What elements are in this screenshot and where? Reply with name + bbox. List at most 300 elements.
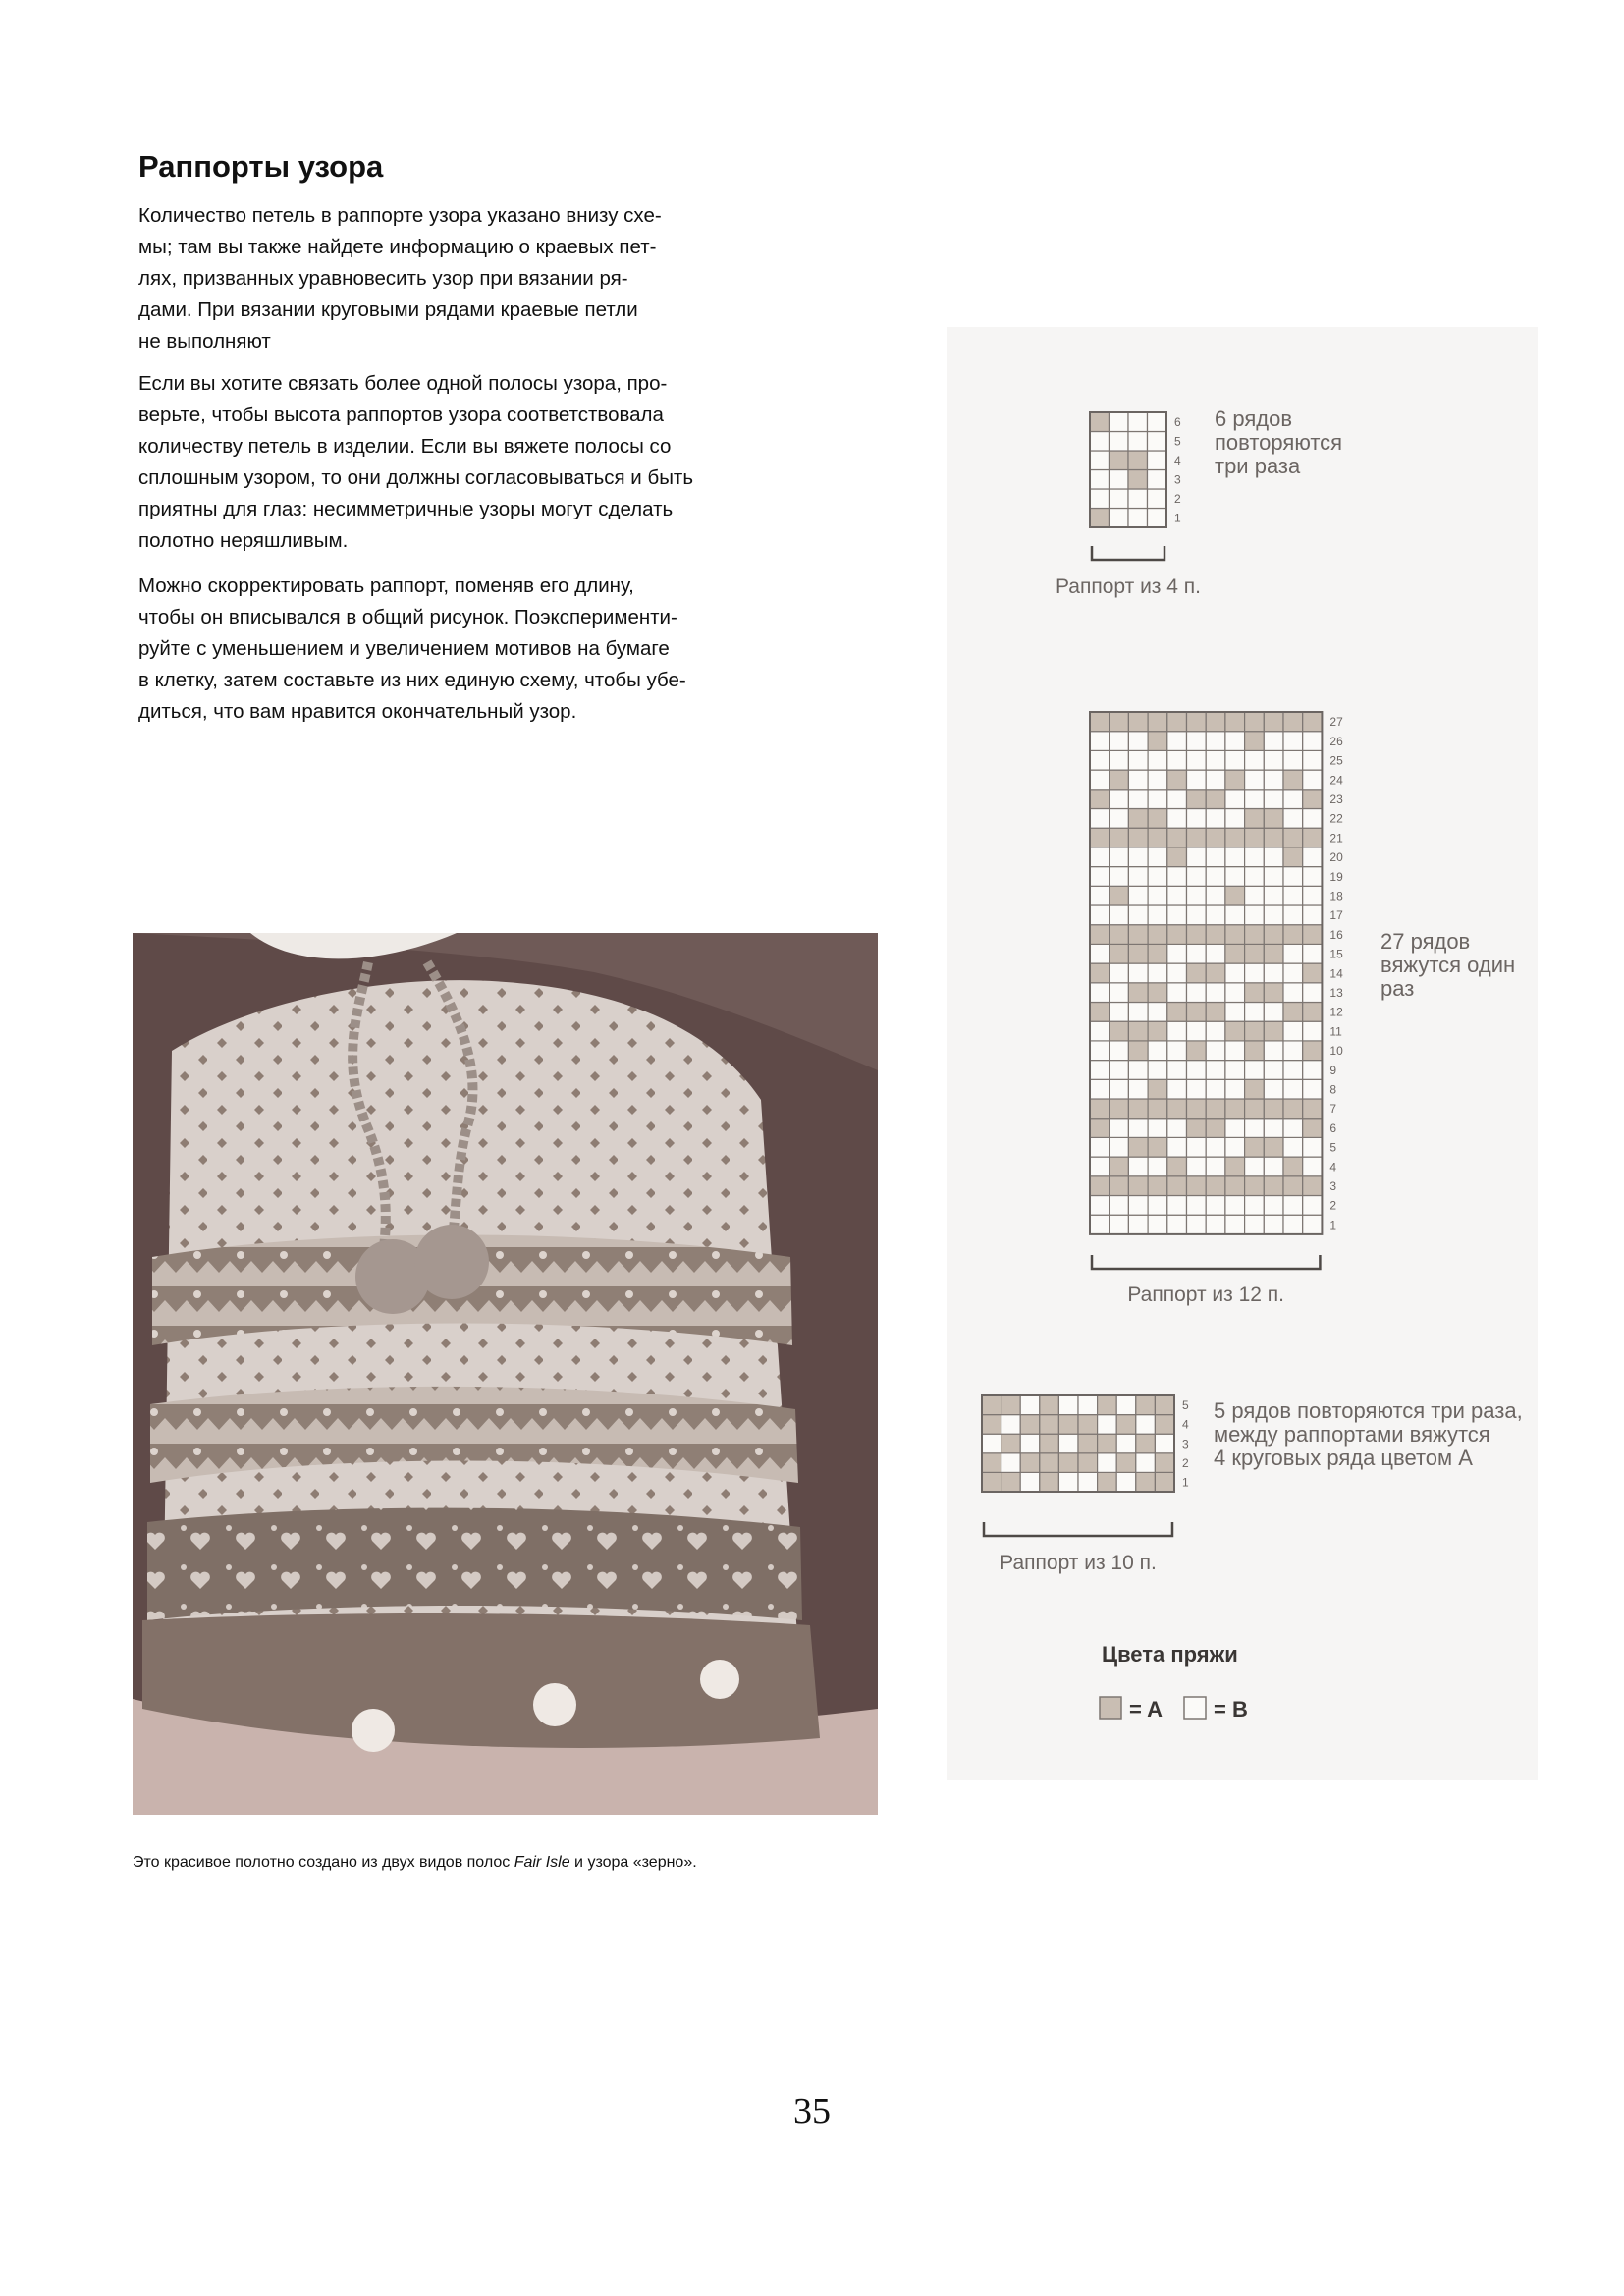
chart2-cell <box>1128 944 1148 963</box>
chart2-cell <box>1090 847 1110 867</box>
chart2-cell <box>1225 944 1245 963</box>
chart2-cell <box>1090 1196 1110 1216</box>
text-line: дами. При вязании круговыми рядами краевые петли <box>138 299 638 321</box>
text-line: приятны для глаз: несимметричные узоры могут сделать <box>138 498 674 520</box>
chart2-cell <box>1245 925 1265 945</box>
chart2-cell <box>1245 828 1265 847</box>
chart3-cell <box>1155 1395 1174 1415</box>
chart2-cell <box>1283 944 1303 963</box>
chart2-cell <box>1264 1041 1283 1061</box>
chart1-cell <box>1128 412 1148 432</box>
chart2-cell <box>1148 770 1167 790</box>
chart2-row-label: 16 <box>1329 927 1343 942</box>
chart3-row-label: 2 <box>1182 1455 1189 1470</box>
chart2-cell <box>1187 1176 1207 1196</box>
chart1-row-label: 1 <box>1174 511 1181 525</box>
chart2-cell <box>1128 1157 1148 1176</box>
chart2-cell <box>1128 1176 1148 1196</box>
chart2-cell <box>1206 886 1225 905</box>
chart2-cell <box>1110 732 1129 751</box>
chart3-cell <box>1155 1415 1174 1435</box>
chart2-cell <box>1206 963 1225 983</box>
chart2-row-label: 17 <box>1329 908 1343 923</box>
chart2-cell <box>1264 750 1283 770</box>
chart2-cell <box>1187 905 1207 925</box>
chart2-cell <box>1225 886 1245 905</box>
chart2-cell <box>1110 867 1129 887</box>
chart1-repeat-label: Раппорт из 4 п. <box>1056 575 1201 598</box>
chart2-cell <box>1303 905 1323 925</box>
chart2-cell <box>1264 944 1283 963</box>
chart2-cell <box>1245 944 1265 963</box>
chart3-cell <box>1116 1453 1136 1473</box>
chart2-cell <box>1303 770 1323 790</box>
chart2-cell <box>1264 1119 1283 1138</box>
chart2-cell <box>1245 963 1265 983</box>
chart3-cell <box>1020 1415 1040 1435</box>
chart2-cell <box>1206 770 1225 790</box>
chart1-repeat-bracket <box>1092 546 1164 560</box>
chart2-cell <box>1148 963 1167 983</box>
chart2-cell <box>1264 1003 1283 1022</box>
chart2-row-label: 19 <box>1329 869 1343 884</box>
chart2-cell <box>1110 1157 1129 1176</box>
chart2-cell <box>1148 1119 1167 1138</box>
chart2-cell <box>1128 1003 1148 1022</box>
chart2-cell <box>1167 1099 1187 1119</box>
chart2-cell <box>1167 1215 1187 1234</box>
chart2-row-label: 2 <box>1329 1198 1337 1213</box>
chart2-cell <box>1090 963 1110 983</box>
chart2-cell <box>1090 750 1110 770</box>
chart3-repeat-label: Раппорт из 10 п. <box>1000 1552 1157 1574</box>
chart2-cell <box>1206 1196 1225 1216</box>
chart2-cell <box>1206 1137 1225 1157</box>
chart2-row-label: 6 <box>1329 1121 1337 1135</box>
chart1-cell <box>1148 432 1167 452</box>
chart2-cell <box>1128 1119 1148 1138</box>
chart2-cell <box>1283 1215 1303 1234</box>
chart2-cell <box>1245 1157 1265 1176</box>
chart2-cell <box>1090 1003 1110 1022</box>
chart2-cell <box>1167 1137 1187 1157</box>
chart2-cell <box>1283 847 1303 867</box>
chart2-cell <box>1245 712 1265 732</box>
chart3-cell <box>1098 1415 1117 1435</box>
chart2-cell <box>1206 925 1225 945</box>
chart3-note: 4 круговых ряда цветом А <box>1214 1446 1473 1470</box>
chart1-cell <box>1148 489 1167 509</box>
chart2-repeat-label: Раппорт из 12 п. <box>1127 1284 1285 1306</box>
chart2-cell <box>1225 770 1245 790</box>
chart2-cell <box>1264 1215 1283 1234</box>
chart2-cell <box>1148 867 1167 887</box>
chart3-cell <box>982 1395 1001 1415</box>
chart2-cell <box>1128 732 1148 751</box>
chart2-cell <box>1128 712 1148 732</box>
chart2-cell <box>1245 1079 1265 1099</box>
chart3-cell <box>982 1415 1001 1435</box>
chart2-cell <box>1148 1137 1167 1157</box>
chart2-cell <box>1110 847 1129 867</box>
chart1-cell <box>1090 509 1110 528</box>
chart2-cell <box>1264 1196 1283 1216</box>
chart2-cell <box>1264 770 1283 790</box>
chart2-row-label: 10 <box>1329 1044 1343 1059</box>
chart3-cell <box>1020 1472 1040 1492</box>
chart2-cell <box>1090 828 1110 847</box>
chart2-cell <box>1110 983 1129 1003</box>
chart2-cell <box>1128 1137 1148 1157</box>
chart2-cell <box>1110 1061 1129 1080</box>
chart2-cell <box>1283 1176 1303 1196</box>
chart2-cell <box>1264 867 1283 887</box>
chart2-cell <box>1167 770 1187 790</box>
chart2-cell <box>1225 963 1245 983</box>
chart3-cell <box>1058 1395 1078 1415</box>
chart3-cell <box>1136 1472 1156 1492</box>
chart2-cell <box>1187 1003 1207 1022</box>
chart2-cell <box>1110 944 1129 963</box>
text-line: количеству петель в изделии. Если вы вяжете полосы со <box>138 435 672 458</box>
chart2-row-label: 13 <box>1329 985 1343 1000</box>
chart2-cell <box>1283 867 1303 887</box>
chart3-row-label: 4 <box>1182 1417 1189 1432</box>
chart1-cell <box>1090 470 1110 490</box>
chart2-cell <box>1187 712 1207 732</box>
chart2-cell <box>1206 712 1225 732</box>
chart2-row-label: 5 <box>1329 1140 1337 1155</box>
chart2-cell <box>1283 1061 1303 1080</box>
chart2-cell <box>1283 790 1303 809</box>
chart2-cell <box>1206 1079 1225 1099</box>
chart2-cell <box>1225 1157 1245 1176</box>
chart1-cell <box>1090 451 1110 470</box>
chart2-cell <box>1110 712 1129 732</box>
chart1-cell <box>1110 451 1129 470</box>
chart2-cell <box>1090 905 1110 925</box>
chart2-cell <box>1303 963 1323 983</box>
chart3-cell <box>1116 1415 1136 1435</box>
chart2-cell <box>1225 1119 1245 1138</box>
chart2-cell <box>1206 1041 1225 1061</box>
chart2-row-label: 11 <box>1329 1024 1342 1039</box>
chart2-cell <box>1187 925 1207 945</box>
chart2-cell <box>1225 1215 1245 1234</box>
chart2-cell <box>1225 809 1245 829</box>
chart3-cell <box>1001 1453 1021 1473</box>
chart2-cell <box>1245 983 1265 1003</box>
chart2-cell <box>1110 790 1129 809</box>
chart2-cell <box>1264 712 1283 732</box>
chart2-cell <box>1245 1119 1265 1138</box>
chart2-cell <box>1128 828 1148 847</box>
chart2-row-label: 8 <box>1329 1082 1337 1097</box>
chart2-cell <box>1187 847 1207 867</box>
chart2-cell <box>1206 750 1225 770</box>
chart2-cell <box>1148 809 1167 829</box>
chart2-cell <box>1264 1157 1283 1176</box>
chart2-cell <box>1206 1021 1225 1041</box>
chart2-cell <box>1148 886 1167 905</box>
legend-label-b: = B <box>1214 1697 1248 1722</box>
chart2-cell <box>1148 1003 1167 1022</box>
chart2-cell <box>1225 1041 1245 1061</box>
chart2-cell <box>1090 1099 1110 1119</box>
chart1-cell <box>1128 470 1148 490</box>
chart2-cell <box>1225 1137 1245 1157</box>
chart3-row-label: 1 <box>1182 1475 1189 1490</box>
chart3-cell <box>982 1472 1001 1492</box>
chart3-cell <box>1098 1472 1117 1492</box>
chart2-cell <box>1148 847 1167 867</box>
chart2-cell <box>1303 790 1323 809</box>
chart2-cell <box>1225 1021 1245 1041</box>
chart2-cell <box>1110 1119 1129 1138</box>
chart2-row-label: 9 <box>1329 1063 1337 1077</box>
chart2-cell <box>1110 750 1129 770</box>
chart2-cell <box>1206 944 1225 963</box>
chart1-note: 6 рядов <box>1215 407 1293 431</box>
chart2-cell <box>1187 963 1207 983</box>
chart2-row-label: 26 <box>1329 734 1343 748</box>
chart2-cell <box>1090 732 1110 751</box>
chart3-cell <box>1001 1415 1021 1435</box>
chart3-cell <box>1040 1453 1059 1473</box>
chart1-cell <box>1148 470 1167 490</box>
chart2-cell <box>1187 1041 1207 1061</box>
chart2-cell <box>1245 1099 1265 1119</box>
chart2-row-label: 25 <box>1329 753 1343 768</box>
chart3-cell <box>1098 1395 1117 1415</box>
chart3-cell <box>1136 1395 1156 1415</box>
chart2-row-label: 15 <box>1329 947 1343 961</box>
chart2-cell <box>1303 1003 1323 1022</box>
chart2-cell <box>1128 867 1148 887</box>
chart2-cell <box>1283 1119 1303 1138</box>
chart2-cell <box>1187 1079 1207 1099</box>
chart2-cell <box>1206 828 1225 847</box>
chart2-cell <box>1283 1196 1303 1216</box>
chart2-cell <box>1110 770 1129 790</box>
chart2-cell <box>1245 1196 1265 1216</box>
chart2-cell <box>1245 790 1265 809</box>
chart2-cell <box>1167 1079 1187 1099</box>
chart2-cell <box>1225 712 1245 732</box>
chart1-row-label: 6 <box>1174 415 1181 430</box>
chart2-cell <box>1187 770 1207 790</box>
chart3-cell <box>1040 1415 1059 1435</box>
chart2-cell <box>1264 963 1283 983</box>
chart2-cell <box>1110 809 1129 829</box>
chart2-row-label: 7 <box>1329 1102 1337 1117</box>
chart2-cell <box>1225 1003 1245 1022</box>
chart2-note: вяжутся один <box>1380 953 1516 977</box>
chart2-row-label: 12 <box>1329 1005 1343 1019</box>
chart2-cell <box>1187 1157 1207 1176</box>
chart2-cell <box>1283 828 1303 847</box>
chart2-cell <box>1225 847 1245 867</box>
chart3-cell <box>1058 1415 1078 1435</box>
chart3-cell <box>1078 1395 1098 1415</box>
chart2-cell <box>1148 1099 1167 1119</box>
chart2-row-label: 14 <box>1329 966 1343 981</box>
chart2-cell <box>1264 905 1283 925</box>
chart2-cell <box>1167 944 1187 963</box>
chart2-cell <box>1187 1061 1207 1080</box>
chart1-row-label: 4 <box>1174 454 1181 468</box>
chart2-cell <box>1090 1176 1110 1196</box>
chart2-cell <box>1303 983 1323 1003</box>
chart3-row-label: 5 <box>1182 1398 1189 1413</box>
chart2-cell <box>1090 712 1110 732</box>
chart2-cell <box>1187 1021 1207 1041</box>
chart1-row-label: 2 <box>1174 492 1181 507</box>
chart2-cell <box>1090 1215 1110 1234</box>
chart3-cell <box>1001 1434 1021 1453</box>
chart2-cell <box>1283 809 1303 829</box>
chart2-cell <box>1128 1061 1148 1080</box>
chart2-cell <box>1225 732 1245 751</box>
chart2-cell <box>1264 1099 1283 1119</box>
photo-caption <box>133 1854 697 1872</box>
chart2-cell <box>1206 1215 1225 1234</box>
chart1-cell <box>1128 509 1148 528</box>
chart2-cell <box>1128 750 1148 770</box>
chart1-cell <box>1148 509 1167 528</box>
chart2-row-label: 4 <box>1329 1160 1337 1175</box>
chart2-cell <box>1090 1061 1110 1080</box>
chart2-cell <box>1206 790 1225 809</box>
chart2-cell <box>1206 867 1225 887</box>
chart2-cell <box>1245 1137 1265 1157</box>
chart2-cell <box>1110 905 1129 925</box>
chart2-note: 27 рядов <box>1380 929 1471 954</box>
chart3-cell <box>1040 1472 1059 1492</box>
chart2-cell <box>1128 1215 1148 1234</box>
chart2-cell <box>1148 712 1167 732</box>
chart2-cell <box>1148 750 1167 770</box>
chart2-cell <box>1283 1021 1303 1041</box>
chart3-cell <box>982 1434 1001 1453</box>
chart2-cell <box>1167 1157 1187 1176</box>
chart2-cell <box>1283 770 1303 790</box>
chart2-cell <box>1264 925 1283 945</box>
chart2-cell <box>1206 1061 1225 1080</box>
text-line: диться, что вам нравится окончательный узор. <box>138 700 577 723</box>
chart2-cell <box>1206 905 1225 925</box>
chart2-cell <box>1225 790 1245 809</box>
chart2-cell <box>1090 809 1110 829</box>
chart3-cell <box>1058 1472 1078 1492</box>
chart2-cell <box>1303 1176 1323 1196</box>
chart2-cell <box>1283 712 1303 732</box>
chart3-cell <box>1078 1415 1098 1435</box>
chart2-cell <box>1283 963 1303 983</box>
text-line: полотно неряшливым. <box>138 529 349 552</box>
chart2-cell <box>1225 828 1245 847</box>
chart2-cell <box>1148 1079 1167 1099</box>
chart2-cell <box>1303 828 1323 847</box>
chart3-cell <box>1098 1453 1117 1473</box>
chart1-cell <box>1110 509 1129 528</box>
legend-swatch-a <box>1100 1697 1121 1719</box>
chart2-cell <box>1245 1021 1265 1041</box>
chart2-cell <box>1225 1061 1245 1080</box>
chart1-note: повторяются <box>1215 430 1343 455</box>
chart3-cell <box>1098 1434 1117 1453</box>
chart2-cell <box>1090 886 1110 905</box>
page-heading: Раппорты узора <box>138 149 384 184</box>
chart2-cell <box>1245 732 1265 751</box>
chart2-cell <box>1206 809 1225 829</box>
chart2-cell <box>1128 790 1148 809</box>
chart2-cell <box>1225 1196 1245 1216</box>
chart2-cell <box>1206 983 1225 1003</box>
chart2-cell <box>1283 1137 1303 1157</box>
chart2-cell <box>1128 847 1148 867</box>
chart2-cell <box>1245 1041 1265 1061</box>
chart2-cell <box>1303 750 1323 770</box>
chart1-row-label: 5 <box>1174 434 1181 449</box>
chart2-cell <box>1110 1003 1129 1022</box>
chart2-cell <box>1148 828 1167 847</box>
chart2-cell <box>1206 1176 1225 1196</box>
chart2-cell <box>1167 750 1187 770</box>
chart2-cell <box>1090 1041 1110 1061</box>
chart2-cell <box>1167 886 1187 905</box>
chart1-cell <box>1090 489 1110 509</box>
chart3-cell <box>1058 1453 1078 1473</box>
chart2-cell <box>1148 1157 1167 1176</box>
chart1-cell <box>1110 489 1129 509</box>
chart2-cell <box>1264 1061 1283 1080</box>
chart2-row-label: 22 <box>1329 811 1343 826</box>
chart2-cell <box>1187 1099 1207 1119</box>
chart1-cell <box>1128 432 1148 452</box>
chart2-cell <box>1206 732 1225 751</box>
chart2-cell <box>1187 1137 1207 1157</box>
chart2-row-label: 27 <box>1329 715 1343 730</box>
chart3-cell <box>1078 1434 1098 1453</box>
chart2-cell <box>1225 1099 1245 1119</box>
chart2-cell <box>1206 1157 1225 1176</box>
chart2-cell <box>1303 1196 1323 1216</box>
chart2-cell <box>1128 809 1148 829</box>
knitted-hot-water-bottle-photo <box>133 933 878 1815</box>
chart2-cell <box>1167 867 1187 887</box>
chart2-cell <box>1110 1196 1129 1216</box>
chart2-repeat-bracket <box>1092 1255 1320 1269</box>
chart3-cell <box>1078 1472 1098 1492</box>
chart2-cell <box>1148 1176 1167 1196</box>
chart2-cell <box>1187 944 1207 963</box>
chart2-cell <box>1110 1099 1129 1119</box>
chart2-cell <box>1303 1119 1323 1138</box>
chart3-cell <box>1020 1395 1040 1415</box>
chart2-cell <box>1264 886 1283 905</box>
text-line: Количество петель в раппорте узора указано внизу схе- <box>138 204 662 227</box>
chart2-cell <box>1187 732 1207 751</box>
chart2-cell <box>1128 905 1148 925</box>
chart2-cell <box>1225 925 1245 945</box>
chart2-cell <box>1148 983 1167 1003</box>
text-line: Если вы хотите связать более одной полосы узора, про- <box>138 372 668 395</box>
chart2-cell <box>1128 1196 1148 1216</box>
chart2-cell <box>1303 1137 1323 1157</box>
chart2-row-label: 18 <box>1329 889 1343 903</box>
chart2-cell <box>1090 925 1110 945</box>
